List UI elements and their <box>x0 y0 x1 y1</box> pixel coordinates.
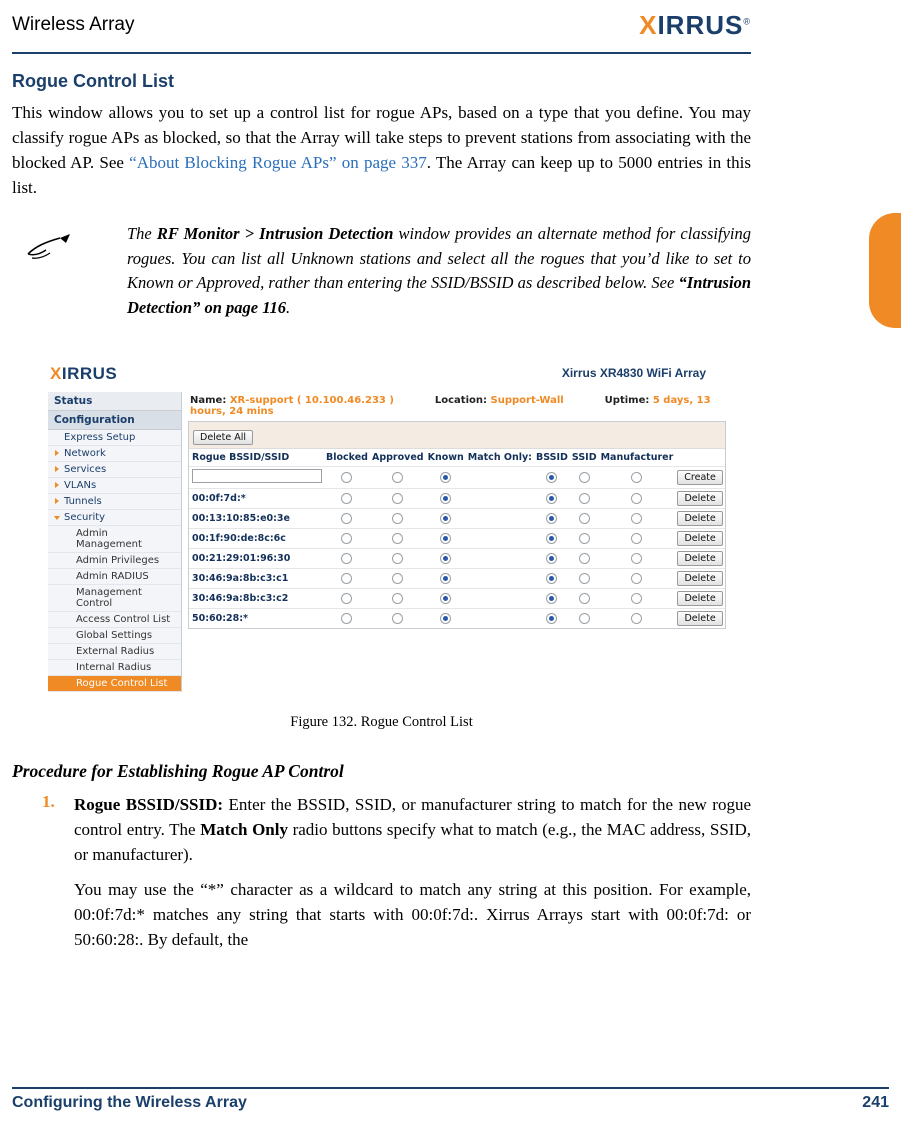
uptime-label: Uptime: <box>604 395 650 406</box>
location-value: Support-Wall <box>490 395 564 406</box>
sidebar-item-internal-radius[interactable] <box>48 660 181 676</box>
blocked-radio[interactable] <box>341 573 352 584</box>
sidebar-item-label: Access Control List <box>76 614 171 625</box>
rogue-id-cell: 00:13:10:85:e0:3e <box>189 509 324 529</box>
col-ssid: SSID <box>571 452 597 463</box>
approved-radio[interactable] <box>392 472 403 483</box>
sidebar-item-label: Rogue Control List <box>76 678 168 689</box>
blocked-radio[interactable] <box>341 493 352 504</box>
known-radio[interactable] <box>440 493 451 504</box>
col-match-only: Match Only: <box>467 452 532 463</box>
uptime-value: 5 days, 13 hours, 24 mins <box>190 395 711 417</box>
rogue-bssid-ssid-input[interactable] <box>192 469 322 483</box>
device-info-bar <box>188 392 726 422</box>
sidebar-item-label: Security <box>64 512 106 523</box>
sidebar-item-label: Admin Management <box>76 528 142 550</box>
sidebar-item-status[interactable]: Status <box>48 392 181 411</box>
page-number: 241 <box>862 1094 889 1111</box>
approved-radio[interactable] <box>392 593 403 604</box>
screenshot-model-label: Xirrus XR4830 WiFi Array <box>561 366 706 380</box>
note-bold-2: “Intrusion Detection” on page 116 <box>127 273 751 317</box>
name-ip: ( 10.100.46.233 ) <box>296 395 394 406</box>
match-ssid-radio[interactable] <box>579 593 590 604</box>
known-radio[interactable] <box>440 472 451 483</box>
match-manufacturer-radio[interactable] <box>631 513 642 524</box>
sidebar-item-label: Network <box>64 448 106 459</box>
sidebar-item-external-radius[interactable] <box>48 644 181 660</box>
blocked-radio[interactable] <box>341 593 352 604</box>
match-manufacturer-radio[interactable] <box>631 613 642 624</box>
screenshot-xirrus-logo: XIRRUS <box>50 364 118 383</box>
rogue-id-cell: 30:46:9a:8b:c3:c1 <box>189 569 324 589</box>
sidebar-item-label: External Radius <box>76 646 155 657</box>
sidebar-item-rogue-control-list[interactable] <box>48 676 181 692</box>
sidebar-item-label: VLANs <box>64 480 97 491</box>
match-manufacturer-radio[interactable] <box>631 493 642 504</box>
rogue-id-cell: 00:0f:7d:* <box>189 489 324 509</box>
procedure-step-1 <box>12 792 751 952</box>
sidebar-item-label: Express Setup <box>64 432 136 443</box>
step-1-paragraph-2: You may use the “*” character as a wildcard to match any string at this position. For example, 00:0f:7d:* matches any string that starts with 00:0f:7d:. Xirrus Arrays start with 00:0f:7d: or 50:60:28:. By default, the <box>74 880 751 949</box>
match-manufacturer-radio[interactable] <box>631 472 642 483</box>
sidebar-item-tunnels[interactable] <box>48 494 181 510</box>
table-row <box>189 589 725 609</box>
delete-button[interactable]: Delete <box>677 611 722 626</box>
screenshot-topbar <box>48 358 708 392</box>
known-radio[interactable] <box>440 593 451 604</box>
match-bssid-radio[interactable] <box>546 613 557 624</box>
running-head-title: Wireless Array <box>12 14 135 35</box>
table-row <box>189 549 725 569</box>
step-number: 1. <box>42 792 55 811</box>
chevron-right-icon <box>55 466 59 472</box>
table-row <box>189 569 725 589</box>
header-rule <box>12 52 751 54</box>
intro-paragraph <box>12 100 751 200</box>
match-bssid-radio[interactable] <box>546 513 557 524</box>
xirrus-logo: XIRRUS® <box>639 10 751 40</box>
admin-content-panel <box>182 392 726 629</box>
blocked-radio[interactable] <box>341 513 352 524</box>
sidebar-item-label: Services <box>64 464 107 475</box>
sidebar-item-services[interactable] <box>48 462 181 478</box>
chevron-right-icon <box>55 498 59 504</box>
delete-button[interactable]: Delete <box>677 511 722 526</box>
sidebar-item-label: Internal Radius <box>76 662 152 673</box>
note-block <box>12 222 751 332</box>
panel-button-bar <box>189 422 725 449</box>
col-manufacturer: Manufacturer <box>600 452 674 463</box>
sidebar-item-vlans[interactable] <box>48 478 181 494</box>
known-radio[interactable] <box>440 553 451 564</box>
approved-radio[interactable] <box>392 513 403 524</box>
col-blocked: Blocked <box>326 452 368 463</box>
sidebar-item-label: Admin RADIUS <box>76 571 149 582</box>
approved-radio[interactable] <box>392 613 403 624</box>
procedure-heading: Procedure for Establishing Rogue AP Control <box>12 761 344 781</box>
sidebar-item-security[interactable] <box>48 510 181 526</box>
delete-button[interactable]: Delete <box>677 591 722 606</box>
note-bold-1: RF Monitor > Intrusion Detection <box>156 224 394 243</box>
sidebar-item-access-control-list[interactable] <box>48 612 181 628</box>
sidebar-item-label: Management Control <box>76 587 142 609</box>
chevron-right-icon <box>55 482 59 488</box>
col-rogue-bssid-ssid: Rogue BSSID/SSID <box>192 452 290 463</box>
chevron-down-icon <box>54 516 60 523</box>
step-1-bold-2: Match Only <box>200 820 288 839</box>
known-radio[interactable] <box>440 573 451 584</box>
page-header <box>12 0 751 52</box>
sidebar-item-admin-privileges[interactable] <box>48 553 181 569</box>
chapter-thumb-tab <box>869 213 901 328</box>
blocked-radio[interactable] <box>341 533 352 544</box>
sidebar-item-label: Tunnels <box>64 496 102 507</box>
sidebar-item-express-setup[interactable] <box>48 430 181 446</box>
col-action <box>675 449 725 467</box>
figure-caption: Figure 132. Rogue Control List <box>290 714 473 730</box>
create-button[interactable]: Create <box>677 470 723 485</box>
match-bssid-radio[interactable] <box>546 533 557 544</box>
match-bssid-radio[interactable] <box>546 493 557 504</box>
note-text-a: The <box>127 224 157 243</box>
match-ssid-radio[interactable] <box>579 493 590 504</box>
table-row <box>189 609 725 629</box>
match-manufacturer-radio[interactable] <box>631 533 642 544</box>
col-bssid: BSSID <box>535 452 568 463</box>
name-label: Name: <box>190 395 227 406</box>
step-1-paragraph <box>74 792 751 867</box>
sidebar-item-management-control[interactable] <box>48 585 181 612</box>
match-manufacturer-radio[interactable] <box>631 573 642 584</box>
match-bssid-radio[interactable] <box>546 573 557 584</box>
delete-button[interactable]: Delete <box>677 491 722 506</box>
note-text-b: window provides an alternate method for classifying rogues. You can list all Unknown stations and select all the rogues that you’d like to set to Known or Approved, rather than entering the SSID/BSSID as described below. See <box>127 224 751 292</box>
match-bssid-radio[interactable] <box>546 472 557 483</box>
name-value: XR-support <box>229 395 294 406</box>
known-radio[interactable] <box>440 513 451 524</box>
table-row <box>189 509 725 529</box>
intro-text-b: . The Array can keep up to 5000 entries in this list. <box>12 153 751 197</box>
new-entry-row <box>189 467 725 489</box>
note-pen-icon <box>26 232 74 262</box>
blocked-radio[interactable] <box>341 553 352 564</box>
sidebar-item-admin-radius[interactable] <box>48 569 181 585</box>
match-ssid-radio[interactable] <box>579 472 590 483</box>
sidebar-item-global-settings[interactable] <box>48 628 181 644</box>
match-manufacturer-radio[interactable] <box>631 593 642 604</box>
footer-title: Configuring the Wireless Array <box>12 1094 247 1111</box>
delete-button[interactable]: Delete <box>677 571 722 586</box>
step-1-text-b: radio buttons specify what to match (e.g., the MAC address, SSID, or manufacturer). <box>74 820 751 864</box>
admin-sidebar <box>48 392 182 692</box>
match-bssid-radio[interactable] <box>546 593 557 604</box>
rogue-control-table <box>189 449 725 628</box>
sidebar-item-label: Admin Privileges <box>76 555 160 566</box>
sidebar-item-configuration[interactable]: Configuration <box>48 411 181 430</box>
rogue-id-cell: 50:60:28:* <box>189 609 324 629</box>
match-ssid-radio[interactable] <box>579 533 590 544</box>
page-title: Rogue Control List <box>12 71 174 91</box>
known-radio[interactable] <box>440 613 451 624</box>
sidebar-item-network[interactable] <box>48 446 181 462</box>
step-1-text-a: Enter the BSSID, SSID, or manufacturer string to match for the new rogue control entry. The <box>74 795 751 839</box>
match-ssid-radio[interactable] <box>579 553 590 564</box>
screenshot-body <box>48 392 716 692</box>
location-label: Location: <box>434 395 488 406</box>
col-known: Known <box>427 452 464 463</box>
match-ssid-radio[interactable] <box>579 573 590 584</box>
step-1-bold: Rogue BSSID/SSID: <box>74 795 224 814</box>
approved-radio[interactable] <box>392 533 403 544</box>
approved-radio[interactable] <box>392 573 403 584</box>
footer-rule <box>12 1087 889 1089</box>
table-header-row <box>189 449 725 467</box>
known-radio[interactable] <box>440 533 451 544</box>
table-row <box>189 489 725 509</box>
delete-button[interactable]: Delete <box>677 551 722 566</box>
rogue-id-cell: 30:46:9a:8b:c3:c2 <box>189 589 324 609</box>
page-footer <box>12 1087 889 1121</box>
chevron-right-icon <box>55 450 59 456</box>
delete-all-button[interactable]: Delete All <box>193 430 253 445</box>
match-manufacturer-radio[interactable] <box>631 553 642 564</box>
rogue-id-cell: 00:1f:90:de:8c:6c <box>189 529 324 549</box>
col-approved: Approved <box>371 452 424 463</box>
approved-radio[interactable] <box>392 493 403 504</box>
match-bssid-radio[interactable] <box>546 553 557 564</box>
sidebar-item-admin-management[interactable] <box>48 526 181 553</box>
rogue-control-panel <box>188 422 726 629</box>
intro-text-a: This window allows you to set up a control list for rogue APs, based on a type that you define. You may classify rogue APs as blocked, so that the Array will take steps to prevent stations from associating with the blocked AP. See <box>12 103 751 172</box>
rogue-id-cell: 00:21:29:01:96:30 <box>189 549 324 569</box>
blocked-radio[interactable] <box>341 472 352 483</box>
cross-reference-link[interactable]: “About Blocking Rogue APs” on page 337 <box>129 153 427 172</box>
note-text <box>127 222 751 320</box>
sidebar-item-label: Global Settings <box>76 630 153 641</box>
delete-button[interactable]: Delete <box>677 531 722 546</box>
blocked-radio[interactable] <box>341 613 352 624</box>
match-ssid-radio[interactable] <box>579 513 590 524</box>
approved-radio[interactable] <box>392 553 403 564</box>
figure-screenshot <box>48 358 716 692</box>
table-row <box>189 529 725 549</box>
note-text-c: . <box>286 297 291 317</box>
match-ssid-radio[interactable] <box>579 613 590 624</box>
